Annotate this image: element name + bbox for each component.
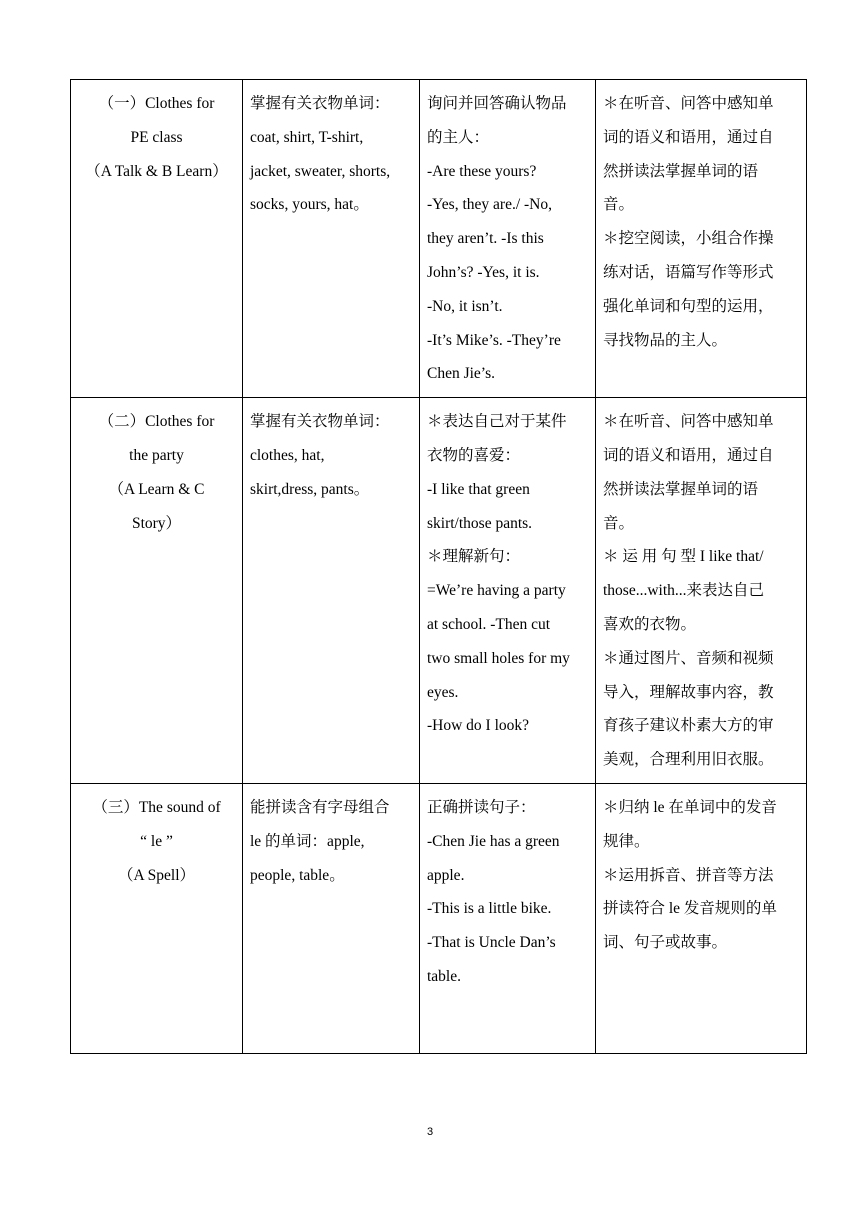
activity-line: 导入，理解故事内容，教	[603, 683, 774, 701]
sentence-line: skirt/those pants.	[427, 514, 533, 532]
sentence-line: John’s? -Yes, it is.	[427, 263, 540, 281]
unit-title-line: Story）	[131, 514, 182, 532]
unit-title-line: （一）Clothes for	[98, 95, 215, 112]
activity-line: those...with...来表达自己	[603, 582, 765, 600]
sentences-cell	[420, 783, 596, 1053]
page-number: 3	[426, 1126, 434, 1138]
activity-line: ＊归纳 le 在单词中的发音	[603, 798, 777, 816]
activity-line: ＊通过图片、音频和视频	[603, 649, 774, 667]
activity-line: 然拼读法掌握单词的语	[603, 162, 759, 180]
sentence-line: -That is Uncle Dan’s	[427, 934, 556, 952]
activity-line: ＊挖空阅读，小组合作操	[603, 230, 774, 248]
vocab-line: people, table。	[250, 866, 345, 884]
lesson-plan-table	[70, 79, 807, 1054]
sentence-line: eyes.	[427, 683, 459, 701]
activity-line: 词、句子或故事。	[603, 934, 728, 952]
vocab-line: coat, shirt, T-shirt,	[250, 128, 364, 146]
unit-title-line: （二）Clothes for	[98, 413, 215, 431]
vocab-cell	[243, 783, 420, 1053]
unit-title-line: （三）The sound of	[92, 798, 221, 816]
activity-line: 喜欢的衣物。	[603, 615, 697, 633]
unit-title-line: （A Learn & C	[108, 480, 205, 498]
activity-line: 强化单词和句型的运用，	[603, 297, 774, 315]
sentence-line: -No, it isn’t.	[427, 297, 503, 315]
unit-title-cell	[71, 398, 243, 784]
activity-line: 然拼读法掌握单词的语	[603, 480, 759, 498]
sentence-line: table.	[427, 967, 461, 985]
sentence-line: -Are these yours?	[427, 162, 537, 180]
sentence-line: 询问并回答确认物品	[427, 95, 567, 112]
vocab-line: jacket, sweater, shorts,	[250, 162, 391, 180]
sentence-line: -How do I look?	[427, 717, 530, 735]
activity-line: 词的语义和语用，通过自	[603, 128, 774, 146]
vocab-line: 掌握有关衣物单词：	[250, 95, 390, 112]
vocab-cell	[243, 398, 420, 784]
activities-cell	[596, 80, 807, 398]
activities-cell	[596, 783, 807, 1053]
vocab-line: le 的单词：apple,	[250, 832, 365, 850]
sentence-line: -It’s Mike’s. -They’re	[427, 331, 561, 349]
unit-title-line: （A Spell）	[117, 866, 196, 884]
activity-line: ＊ 运 用 句 型 I like that/	[603, 548, 764, 566]
sentence-line: 的主人：	[427, 128, 490, 146]
unit-title-line: the party	[129, 446, 184, 464]
vocab-line: 能拼读含有字母组合	[250, 798, 390, 816]
sentence-line: -Chen Jie has a green	[427, 832, 560, 850]
sentence-line: they aren’t. -Is this	[427, 230, 544, 248]
activity-line: 音。	[603, 196, 635, 214]
unit-title-line: “ le ”	[140, 832, 173, 850]
sentence-line: apple.	[427, 866, 465, 884]
sentences-cell	[420, 398, 596, 784]
table-row	[71, 783, 807, 1053]
activity-line: 美观，合理利用旧衣服。	[603, 751, 774, 769]
sentence-line: ＊理解新句：	[427, 548, 521, 566]
unit-title-line: （A Talk & B Learn）	[85, 162, 228, 180]
sentence-line: at school. -Then cut	[427, 615, 551, 633]
table-row	[71, 398, 807, 784]
unit-title-cell	[71, 783, 243, 1053]
activity-line: ＊运用拆音、拼音等方法	[603, 866, 774, 884]
activity-line: 规律。	[603, 832, 650, 850]
activity-line: 育孩子建议朴素大方的审	[603, 717, 774, 735]
unit-title-cell	[71, 80, 243, 398]
activity-line: 练对话，语篇写作等形式	[603, 263, 774, 281]
vocab-cell	[243, 80, 420, 398]
activity-line: 词的语义和语用，通过自	[603, 446, 774, 464]
vocab-line: clothes, hat,	[250, 446, 325, 464]
sentence-line: Chen Jie’s.	[427, 365, 496, 383]
sentence-line: 正确拼读句子：	[427, 798, 536, 816]
activity-line: 寻找物品的主人。	[603, 331, 728, 349]
sentence-line: =We’re having a party	[427, 582, 566, 600]
sentences-cell	[420, 80, 596, 398]
vocab-line: socks, yours, hat。	[250, 196, 369, 214]
unit-title-line: PE class	[130, 128, 183, 146]
activity-line: 拼读符合 le 发音规则的单	[603, 900, 777, 918]
sentence-line: -I like that green	[427, 480, 530, 498]
activity-line: 音。	[603, 514, 635, 532]
activities-cell	[596, 398, 807, 784]
sentence-line: ＊表达自己对于某件	[427, 413, 567, 431]
table-row	[71, 80, 807, 398]
vocab-line: skirt,dress, pants。	[250, 480, 370, 498]
activity-line: ＊在听音、问答中感知单	[603, 95, 774, 112]
activity-line: ＊在听音、问答中感知单	[603, 413, 774, 431]
sentence-line: 衣物的喜爱：	[427, 446, 521, 464]
sentence-line: -Yes, they are./ -No,	[427, 196, 552, 214]
sentence-line: two small holes for my	[427, 649, 570, 667]
vocab-line: 掌握有关衣物单词：	[250, 413, 390, 431]
sentence-line: -This is a little bike.	[427, 900, 552, 918]
